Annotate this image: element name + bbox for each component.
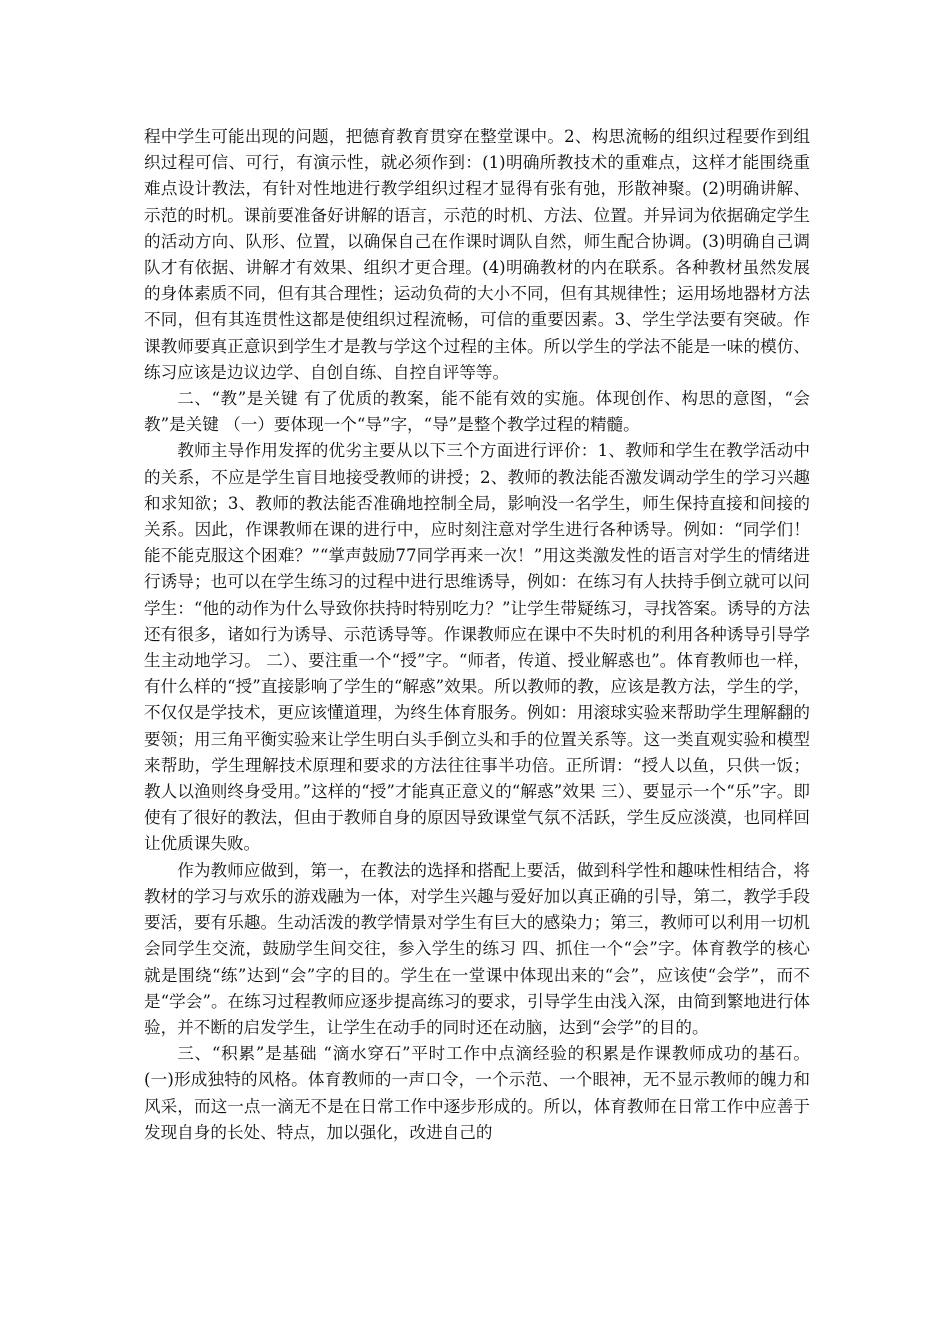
paragraph-4: 作为教师应做到，第一，在教法的选择和搭配上要活，做到科学性和趣味性相结合，将教材的学习与欢乐的游戏融为一体，对学生兴趣与爱好加以真正确的引导，第二，教学手段要活，要有乐趣。生动活泼的教学情景对学生有巨大的感染力；第三，教师可以利用一切机会同学生交流，鼓励学生间交往，参入学生的练习 四、抓住一个“会”字。体育教学的核心就是围绕“练”达到“会”字的目的。学生在一堂课中体现出来的“会”，应该使“会学”，而不是“学会”。在练习过程教师应逐步提高练习的要求，引导学生由浅入深，由简到繁地进行体验，并不断的启发学生，让学生在动手的同时还在动脑，达到“会学”的目的。 bbox=[144, 860, 810, 1037]
paragraph-3: 教师主导作用发挥的优劣主要从以下三个方面进行评价：1、教师和学生在教学活动中的关系，不应是学生盲目地接受教师的讲授；2、教师的教法能否激发调动学生的学习兴趣和求知欲；3、教师的教法能否准确地控制全局，影响没一名学生，师生保持直接和间接的关系。因此，作课教师在课的进行中，应时刻注意对学生进行各种诱导。例如：“同学们！能不能克服这个困难？”“掌声鼓励77同学再来一次！”用这类激发性的语言对学生的情绪进行诱导；也可以在学生练习的过程中进行思维诱导，例如：在练习有人扶持手倒立就可以问学生：“他的动作为什么导致你扶持时特别吃力？”让学生带疑练习，寻找答案。诱导的方法还有很多，诸如行为诱导、示范诱导等。作课教师应在课中不失时机的利用各种诱导引导学生主动地学习。 二）、要注重一个“授”字。“师者，传道、授业解惑也”。体育教师也一样，有什么样的“授”直接影响了学生的“解惑”效果。所以教师的教，应该是教方法，学生的学，不仅仅是学技术，更应该懂道理，为终生体育服务。例如：用滚球实验来帮助学生理解翻的要领；用三角平衡实验来让学生明白头手倒立头和手的位置关系等。这一类直观实验和模型来帮助，学生理解技术原理和要求的方法往往事半功倍。正所谓：“授人以鱼，只供一饭；教人以渔则终身受用。”这样的“授”才能真正意义的“解惑”效果 三）、要显示一个“乐”字。即使有了很好的教法，但由于教师自身的原因导致课堂气氛不活跃，学生反应淡漠，也同样回让优质课失败。 bbox=[144, 441, 810, 854]
paragraph-2: 二、“教”是关键 有了优质的教案，能不能有效的实施。体现创作、构思的意图，“会教”是关键 （一）要体现一个“导”字，“导”是整个教学过程的精髓。 bbox=[144, 389, 810, 435]
paragraph-5: 三、“积累”是基础 “滴水穿石”平时工作中点滴经验的积累是作课教师成功的基石。(一)形成独特的风格。体育教师的一声口令，一个示范、一个眼神，无不显示教师的魄力和风采，而这一点一滴无不是在日常工作中逐步形成的。所以，体育教师在日常工作中应善于发现自身的长处、特点，加以强化，改进自己的 bbox=[144, 1044, 810, 1142]
paragraph-1: 程中学生可能出现的问题，把德育教育贯穿在整堂课中。2、构思流畅的组织过程要作到组织过程可信、可行，有演示性，就必须作到：(1)明确所教技术的重难点，这样才能围绕重难点设计教法，有针对性地进行教学组织过程才显得有张有弛，形散神聚。(2)明确讲解、示范的时机。课前要准备好讲解的语言，示范的时机、方法、位置。并异词为依据确定学生的活动方向、队形、位置，以确保自己在作课时调队自然，师生配合协调。(3)明确自己调队才有依据、讲解才有效果、组织才更合理。(4)明确教材的内在联系。各种教材虽然发展的身体素质不同，但有其合理性；运动负荷的大小不同，但有其规律性；运用场地器材方法不同，但有其连贯性这都是使组织过程流畅，可信的重要因素。3、学生学法要有突破。作课教师要真正意识到学生才是教与学这个过程的主体。所以学生的学法不能是一味的模仿、练习应该是边议边学、自创自练、自控自评等等。 bbox=[144, 127, 810, 382]
document-body bbox=[144, 124, 810, 1146]
